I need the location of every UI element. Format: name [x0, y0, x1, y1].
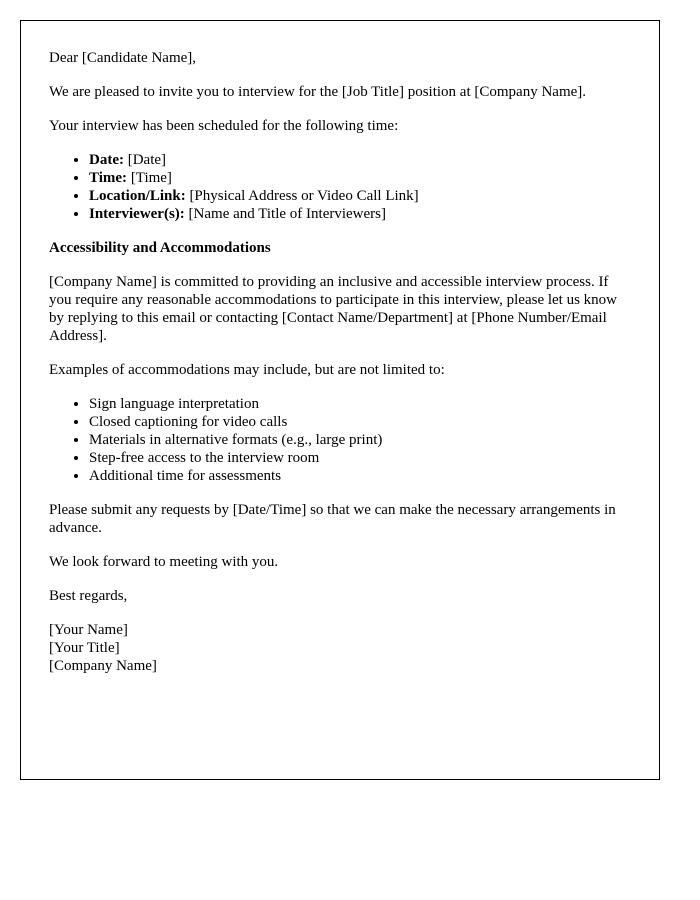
list-item: • Step-free access to the interview room — [89, 449, 631, 467]
detail-item-time — [89, 169, 631, 187]
submit-note: Please submit any requests by [Date/Time] so that we can make the necessary arrangements in advance. — [49, 502, 616, 536]
detail-value: [Name and Title of Interviewers] — [184, 206, 386, 222]
examples-intro: Examples of accommodations may include, but are not limited to: — [49, 362, 445, 378]
detail-label: Date: — [89, 152, 124, 168]
list-item: • Closed captioning for video calls — [89, 413, 631, 431]
accessibility-paragraph: [Company Name] is committed to providing an inclusive and accessible interview process. If you require any reasonable accommodations to participate in this interview, please let us know by replying to this email or contacting [Contact Name/Department] at [Phone Number/Email Address]. — [49, 274, 618, 344]
signature-company: [Company Name] — [49, 658, 157, 674]
detail-value: [Physical Address or Video Call Link] — [185, 188, 419, 204]
detail-value: [Date] — [123, 152, 167, 168]
list-item: • Materials in alternative formats (e.g., large print) — [89, 431, 631, 449]
accessibility-heading: Accessibility and Accommodations — [49, 240, 271, 256]
signature-title: [Your Title] — [49, 640, 120, 656]
signature-block — [49, 621, 631, 675]
letter-document — [20, 20, 660, 780]
sign-off: Best regards, — [49, 588, 128, 604]
detail-value: [Time] — [127, 170, 172, 186]
detail-item-location — [89, 187, 631, 205]
detail-item-interviewers — [89, 205, 631, 223]
detail-item-date — [89, 151, 631, 169]
detail-label: Time: — [89, 170, 128, 186]
greeting: Dear [Candidate Name], — [49, 50, 197, 66]
detail-label: Location/Link: — [89, 188, 186, 204]
detail-label: Interviewer(s): — [89, 206, 185, 222]
accommodation-examples-list — [49, 395, 631, 485]
interview-details-list — [49, 151, 631, 223]
intro-paragraph: We are pleased to invite you to interview for the [Job Title] position at [Company Name]. — [49, 84, 587, 100]
signature-name: [Your Name] — [49, 622, 128, 638]
schedule-intro: Your interview has been scheduled for the following time: — [49, 118, 399, 134]
list-item: • Sign language interpretation — [89, 395, 631, 413]
closing-line: We look forward to meeting with you. — [49, 554, 279, 570]
list-item: • Additional time for assessments — [89, 467, 631, 485]
